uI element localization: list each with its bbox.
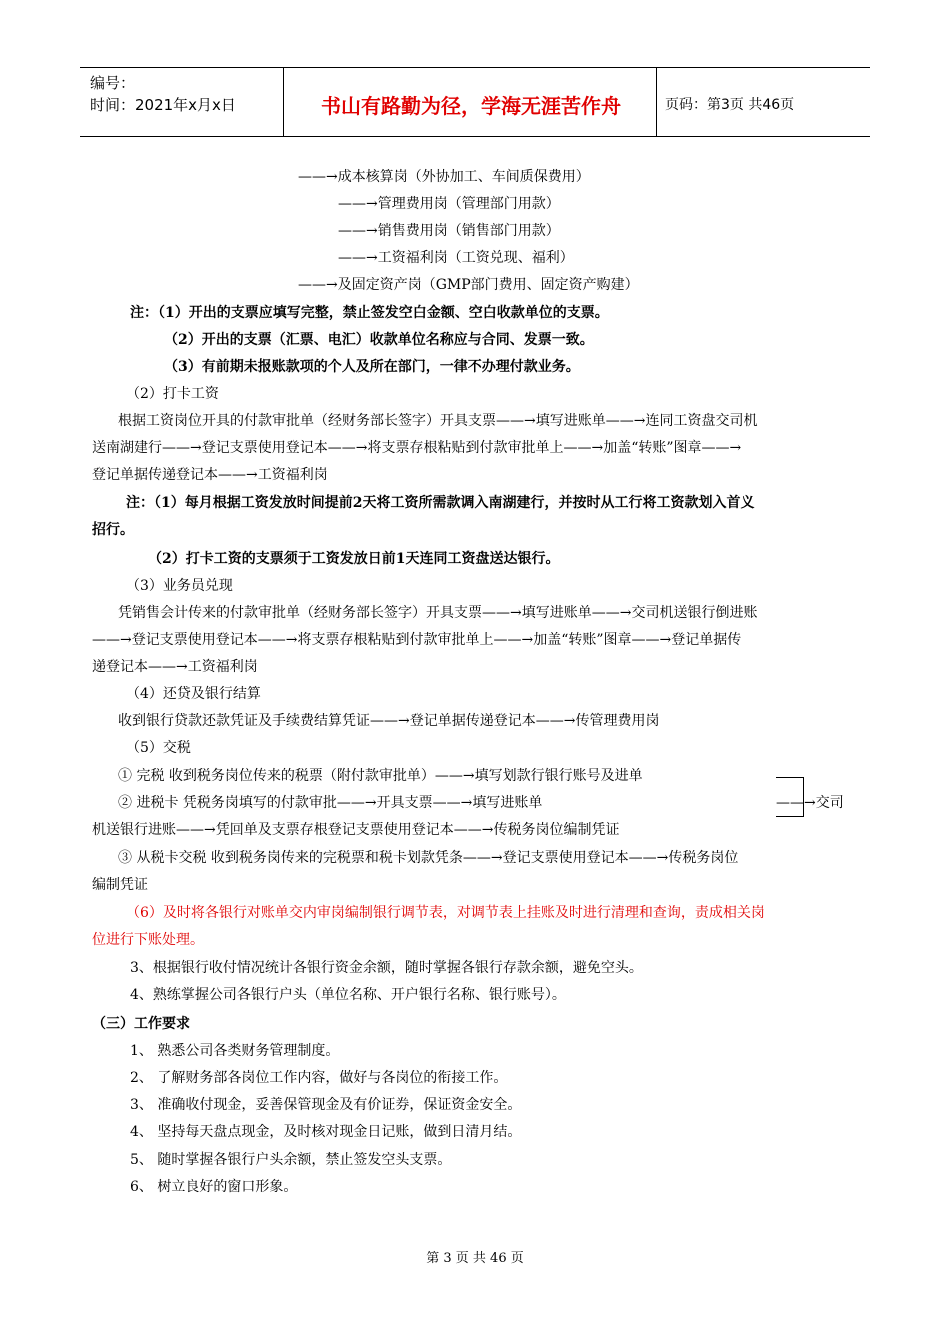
header-page-info: 页码：第3页 共46页 bbox=[665, 97, 795, 113]
paragraph-line: 登记单据传递登记本——→工资福利岗 bbox=[92, 467, 328, 483]
paragraph-line: 凭销售会计传来的付款审批单（经财务部长签字）开具支票——→填写进账单——→交司机送银行倒进账 bbox=[118, 605, 758, 621]
paragraph-line: 3、根据银行收付情况统计各银行资金余额，随时掌握各银行存款余额，避免空头。 bbox=[130, 960, 643, 976]
list-item: 5、 随时掌握各银行户头余额，禁止签发空头支票。 bbox=[130, 1152, 452, 1168]
flow-line: ——→管理费用岗（管理部门用款） bbox=[338, 196, 560, 212]
paragraph-line: 根据工资岗位开具的付款审批单（经财务部长签字）开具支票——→填写进账单——→连同工资盘交司机 bbox=[118, 413, 758, 429]
note-line: 注：（1）开出的支票应填写完整，禁止签发空白金额、空白收款单位的支票。 bbox=[130, 305, 609, 321]
flow-line: ——→工资福利岗（工资兑现、福利） bbox=[338, 250, 574, 266]
paragraph-line: 送南湖建行——→登记支票使用登记本——→将支票存根粘贴到付款审批单上——→加盖“转账”图章——→ bbox=[92, 440, 742, 456]
section-heading: （5）交税 bbox=[126, 740, 191, 756]
paragraph-line: 收到银行贷款还款凭证及手续费结算凭证——→登记单据传递登记本——→传管理费用岗 bbox=[118, 713, 660, 729]
paragraph-line: ③ 从税卡交税 收到税务岗传来的完税票和税卡划款凭条——→登记支票使用登记本——→传税务岗位 bbox=[118, 850, 739, 866]
note-line: （2）打卡工资的支票须于工资发放日前1天连同工资盘送达银行。 bbox=[148, 551, 560, 567]
list-item: 2、 了解财务部各岗位工作内容，做好与各岗位的衔接工作。 bbox=[130, 1070, 508, 1086]
section-heading: （2）打卡工资 bbox=[126, 386, 219, 402]
header-divider bbox=[656, 68, 657, 136]
paragraph-line: 编制凭证 bbox=[92, 877, 148, 893]
flow-line: ——→及固定资产岗（GMP部门费用、固定资产购建） bbox=[298, 277, 639, 293]
section-heading: （4）还贷及银行结算 bbox=[126, 686, 261, 702]
list-item: 4、 坚持每天盘点现金，及时核对现金日记账，做到日清月结。 bbox=[130, 1124, 522, 1140]
doc-date: 时间：2021年x月x日 bbox=[90, 96, 236, 114]
doc-number-label: 编号： bbox=[90, 74, 136, 92]
note-line: 招行。 bbox=[92, 522, 134, 538]
note-line: （2）开出的支票（汇票、电汇）收款单位名称应与合同、发票一致。 bbox=[164, 332, 594, 348]
paragraph-line: ① 完税 收到税务岗位传来的税票（附付款审批单）——→填写划款行银行账号及进单 bbox=[118, 768, 643, 784]
paragraph-line: ——→登记支票使用登记本——→将支票存根粘贴到付款审批单上——→加盖“转账”图章——→登记单据传 bbox=[92, 632, 742, 648]
list-item: 1、 熟悉公司各类财务管理制度。 bbox=[130, 1043, 340, 1059]
highlight-line: （6）及时将各银行对账单交内审岗编制银行调节表，对调节表上挂账及时进行清理和查询，责成相关岗 bbox=[126, 905, 765, 921]
header-meta bbox=[90, 72, 236, 116]
header-divider bbox=[283, 68, 284, 136]
section-heading: （3）业务员兑现 bbox=[126, 578, 233, 594]
list-item: 6、 树立良好的窗口形象。 bbox=[130, 1179, 298, 1195]
paragraph-line: 机送银行进账——→凭回单及支票存根登记支票使用登记本——→传税务岗位编制凭证 bbox=[92, 822, 620, 838]
header-motto: 书山有路勤为径，学海无涯苦作舟 bbox=[321, 94, 621, 118]
paragraph-line: 递登记本——→工资福利岗 bbox=[92, 659, 258, 675]
page-footer: 第 3 页 共 46 页 bbox=[426, 1251, 524, 1266]
paragraph-line: ② 进税卡 凭税务岗填写的付款审批——→开具支票——→填写进账单 bbox=[118, 795, 543, 811]
note-line: （3）有前期未报账款项的个人及所在部门，一律不办理付款业务。 bbox=[164, 359, 580, 375]
paragraph-line: ——→交司 bbox=[776, 795, 844, 811]
section-title: （三）工作要求 bbox=[92, 1016, 190, 1032]
paragraph-line: 4、熟练掌握公司各银行户头（单位名称、开户银行名称、银行账号）。 bbox=[130, 987, 566, 1003]
list-item: 3、 准确收付现金，妥善保管现金及有价证券，保证资金安全。 bbox=[130, 1097, 522, 1113]
highlight-line: 位进行下账处理。 bbox=[92, 932, 204, 948]
note-line: 注：（1）每月根据工资发放时间提前2天将工资所需款调入南湖建行，并按时从工行将工资款划入首义 bbox=[126, 495, 755, 511]
page-header bbox=[80, 67, 870, 137]
flow-line: ——→销售费用岗（销售部门用款） bbox=[338, 223, 560, 239]
flow-line: ——→成本核算岗（外协加工、车间质保费用） bbox=[298, 169, 590, 185]
